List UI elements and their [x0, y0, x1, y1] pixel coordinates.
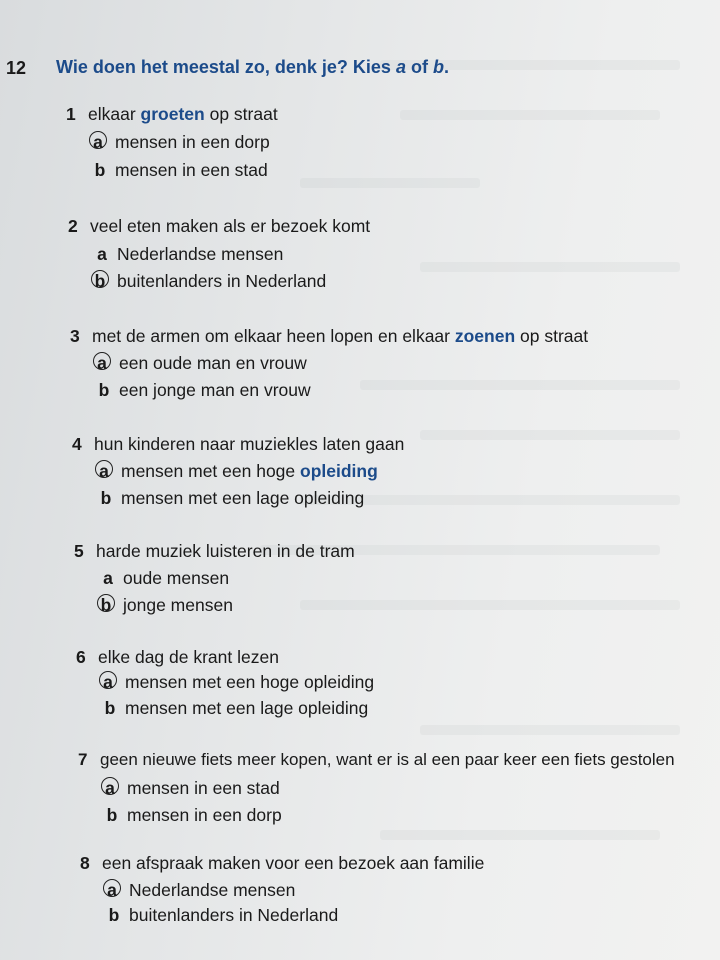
question-text: harde muziek luisteren in de tram	[96, 541, 355, 561]
option-6b[interactable]	[98, 698, 368, 719]
question-number: 2	[68, 216, 78, 236]
option-text: mensen in een stad	[127, 778, 280, 798]
bleed-through	[300, 178, 480, 188]
title-option-b: b	[432, 57, 444, 77]
question-2	[68, 216, 370, 237]
question-6	[76, 647, 279, 668]
question-number: 4	[72, 434, 82, 454]
title-option-a: a	[395, 57, 406, 77]
question-8	[80, 853, 484, 874]
question-number: 5	[74, 541, 84, 561]
option-text: jonge mensen	[123, 595, 233, 615]
option-letter: a	[100, 778, 124, 799]
bleed-through	[360, 380, 680, 390]
option-text: buitenlanders in Nederland	[117, 271, 327, 291]
option-7a[interactable]	[100, 778, 280, 799]
option-letter: b	[98, 380, 110, 400]
bleed-through	[420, 725, 680, 735]
option-4a[interactable]	[94, 461, 378, 482]
bleed-through	[380, 830, 660, 840]
option-8b[interactable]	[102, 905, 338, 926]
question-text: geen nieuwe fiets meer kopen, want er is al een paar keer een fiets gestolen	[100, 750, 675, 769]
option-letter: b	[100, 488, 112, 508]
option-letter: a	[94, 461, 118, 482]
keyword: opleiding	[300, 461, 378, 481]
option-text: mensen in een stad	[115, 160, 268, 180]
option-text: oude mensen	[123, 568, 230, 588]
option-2a[interactable]	[90, 244, 283, 265]
bleed-through	[400, 110, 660, 120]
question-text: op straat	[204, 104, 278, 124]
option-text: mensen met een lage opleiding	[125, 698, 369, 718]
option-letter: a	[103, 568, 113, 588]
option-letter: b	[108, 905, 120, 925]
option-letter: a	[88, 132, 112, 153]
question-text: op straat	[515, 326, 589, 346]
question-number: 8	[80, 853, 90, 873]
exercise-title	[56, 57, 449, 78]
question-text: met de armen om elkaar heen lopen en elkaar	[92, 326, 455, 346]
option-text: mensen met een hoge opleiding	[125, 672, 375, 692]
option-5b[interactable]	[96, 595, 233, 616]
option-8a[interactable]	[102, 880, 295, 901]
question-4	[72, 434, 404, 455]
option-2b[interactable]	[90, 271, 326, 292]
keyword: zoenen	[454, 326, 516, 346]
title-text: of	[405, 57, 433, 77]
question-number: 6	[76, 647, 86, 667]
option-5a[interactable]	[96, 568, 229, 589]
question-5	[74, 541, 355, 562]
option-letter: a	[97, 244, 107, 264]
question-text: een afspraak maken voor een bezoek aan familie	[102, 853, 485, 873]
option-letter: a	[102, 880, 126, 901]
option-text: mensen in een dorp	[127, 805, 282, 825]
option-1a[interactable]	[88, 132, 270, 153]
option-6a[interactable]	[98, 672, 374, 693]
question-text: veel eten maken als er bezoek komt	[90, 216, 371, 236]
option-letter: a	[92, 353, 116, 374]
option-letter: b	[90, 271, 114, 292]
option-7b[interactable]	[100, 805, 282, 826]
question-number: 7	[78, 750, 88, 769]
option-text: een oude man en vrouw	[119, 353, 307, 373]
option-text: buitenlanders in Nederland	[129, 905, 339, 925]
option-text: mensen met een hoge	[121, 461, 301, 481]
question-text: elke dag de krant lezen	[98, 647, 279, 667]
bleed-through	[420, 262, 680, 272]
title-text: .	[443, 57, 449, 77]
question-3	[70, 326, 588, 347]
option-3b[interactable]	[92, 380, 311, 401]
keyword: groeten	[140, 104, 205, 124]
option-text: Nederlandse mensen	[117, 244, 284, 264]
option-text: Nederlandse mensen	[129, 880, 296, 900]
option-letter: b	[96, 595, 120, 616]
option-letter: a	[98, 672, 122, 693]
option-4b[interactable]	[94, 488, 364, 509]
question-number: 1	[66, 104, 76, 124]
option-text: een jonge man en vrouw	[119, 380, 311, 400]
question-text: hun kinderen naar muziekles laten gaan	[94, 434, 405, 454]
option-text: mensen in een dorp	[115, 132, 270, 152]
bleed-through	[300, 600, 680, 610]
bleed-through	[420, 430, 680, 440]
question-7	[78, 750, 675, 770]
option-text: mensen met een lage opleiding	[121, 488, 365, 508]
title-text: Wie doen het meestal zo, denk je? Kies	[56, 57, 396, 77]
question-1	[66, 104, 278, 125]
option-1b[interactable]	[88, 160, 268, 181]
question-text: elkaar	[88, 104, 141, 124]
exercise-number: 12	[6, 58, 27, 78]
option-3a[interactable]	[92, 353, 307, 374]
question-number: 3	[70, 326, 80, 346]
option-letter: b	[104, 698, 116, 718]
option-letter: b	[94, 160, 106, 180]
option-letter: b	[106, 805, 118, 825]
